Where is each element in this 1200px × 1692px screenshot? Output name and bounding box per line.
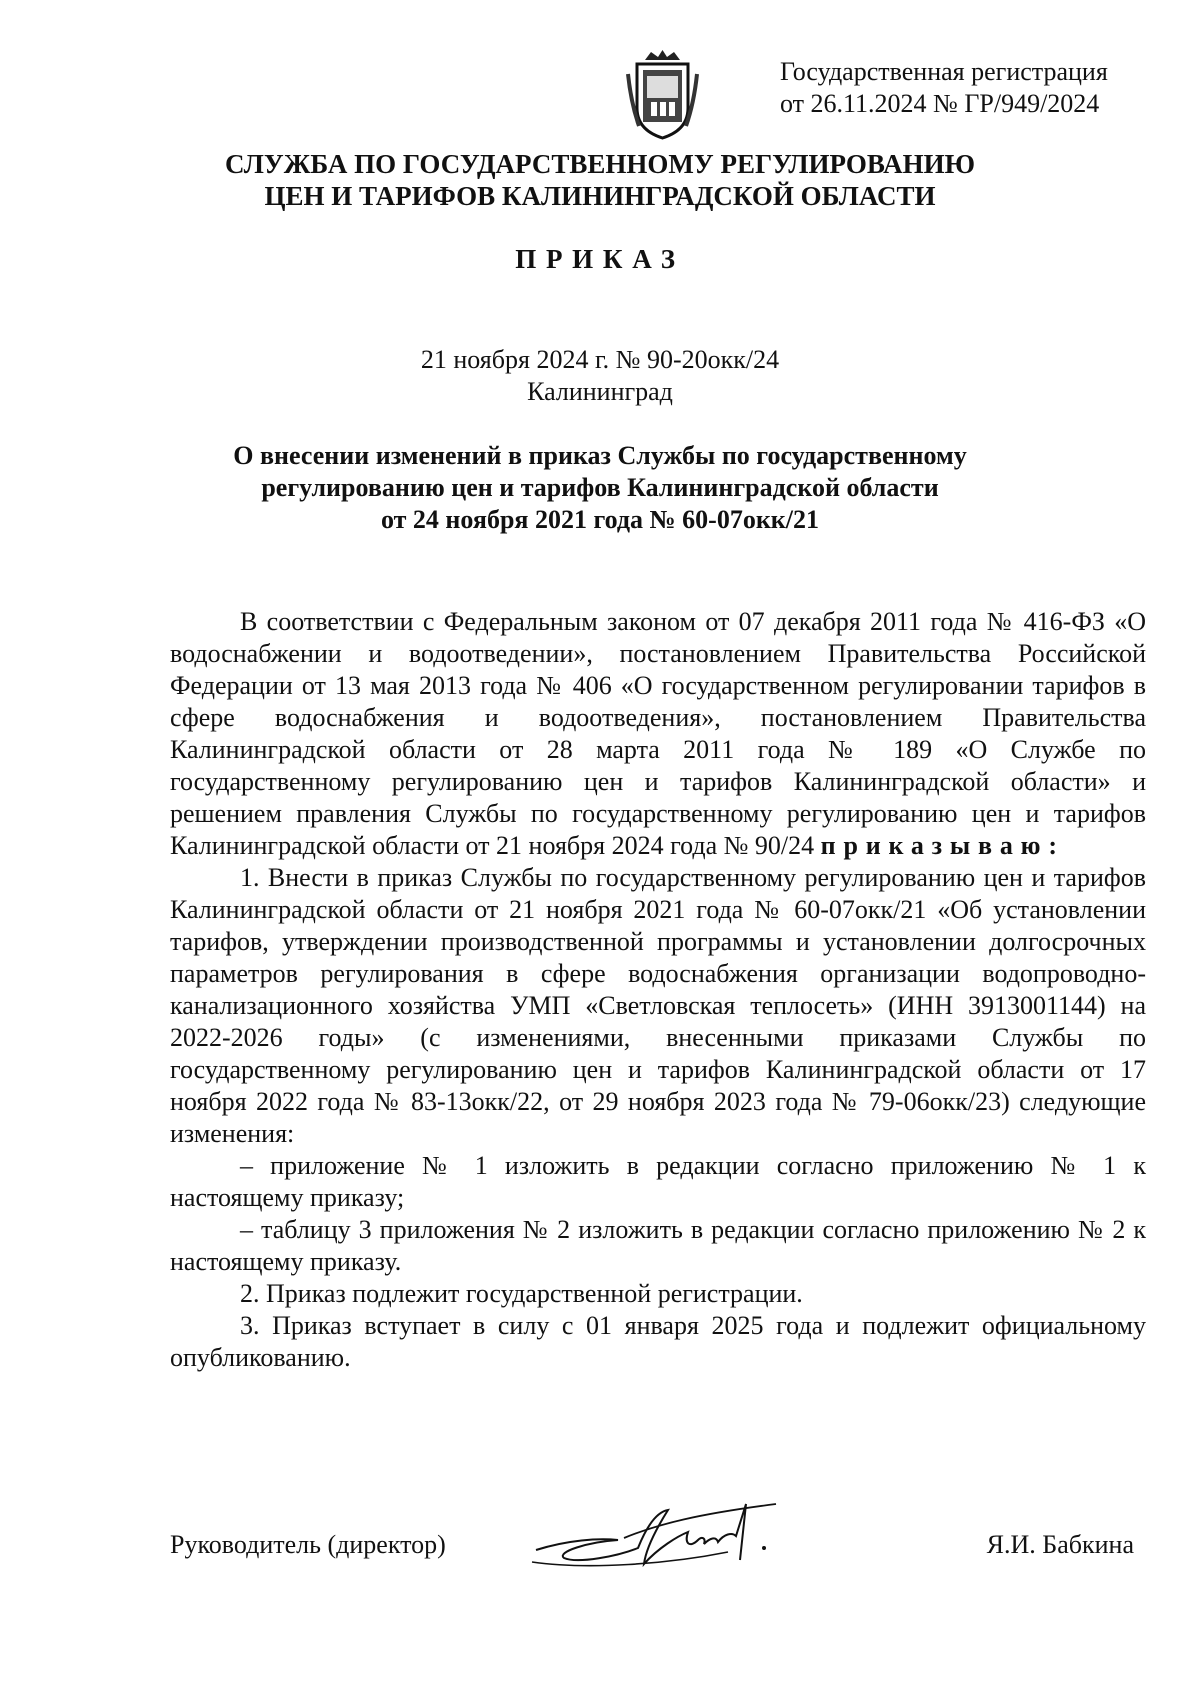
org-title-line-1: СЛУЖБА ПО ГОСУДАРСТВЕННОМУ РЕГУЛИРОВАНИЮ xyxy=(224,149,976,179)
subject-line-3: от 24 ноября 2021 года № 60-07окк/21 xyxy=(380,505,820,534)
coat-of-arms-icon xyxy=(625,48,700,141)
item-1-bullet-a: – приложение № 1 изложить в редакции согласно приложению № 1 к настоящему приказу; xyxy=(170,1151,1146,1212)
order-keyword: приказываю: xyxy=(820,831,1065,860)
registration-label: Государственная регистрация xyxy=(780,57,1108,86)
item-3: 3. Приказ вступает в силу с 01 января 2025 года и подлежит официальному опубликованию. xyxy=(170,1311,1146,1372)
registration-number: от 26.11.2024 № ГР/949/2024 xyxy=(780,89,1100,118)
item-1-bullet-b: – таблицу 3 приложения № 2 изложить в редакции согласно приложению № 2 к настоящему приказу. xyxy=(170,1215,1146,1276)
order-subject xyxy=(200,440,1000,536)
preamble-text: В соответствии с Федеральным законом от 07 декабря 2011 года № 416-ФЗ «О водоснабжении и водоотведении», постановлением Правительства Российской Федерации от 13 мая 2013 года № 406 «О государственном регулировании тарифов в сфере водоснабжения и водоотведения», постановлением Правительства Калининградской области от 28 марта 2011 года № 189 «О Службе по государственному регулированию цен и тарифов Калининградской области» и решением правления Службы по государственному регулированию цен и тарифов Калининградской области от 21 ноября 2024 года № 90/24 xyxy=(170,607,1146,860)
org-title-line-2: ЦЕН И ТАРИФОВ КАЛИНИНГРАДСКОЙ ОБЛАСТИ xyxy=(264,181,936,211)
organization-title xyxy=(150,148,1050,212)
preamble-paragraph xyxy=(170,606,1146,862)
document-type: ПРИКАЗ xyxy=(515,244,685,274)
signer-position: Руководитель (директор) xyxy=(170,1530,446,1559)
order-city: Калининград xyxy=(527,377,673,406)
order-date-number: 21 ноября 2024 г. № 90-20окк/24 xyxy=(420,345,780,374)
item-1: 1. Внести в приказ Службы по государственному регулированию цен и тарифов Калининградской области от 21 ноября 2021 года № 60-07окк/21 «Об установлении тарифов, утверждении производственной программы и установлении долгосрочных параметров регулирования в сфере водоснабжения организации водопроводно-канализационного хозяйства УМП «Светловская теплосеть» (ИНН 3913001144) на 2022-2026 годы» (с изменениями, внесенными приказами Службы по государственному регулированию цен и тарифов Калининградской области от 17 ноября 2022 года № 83-13окк/22, от 29 ноября 2023 года № 79-06окк/23) следующие изменения: xyxy=(170,863,1146,1148)
item-2: 2. Приказ подлежит государственной регистрации. xyxy=(240,1279,803,1308)
order-body xyxy=(170,606,1146,1374)
signer-name: Я.И. Бабкина xyxy=(986,1530,1134,1559)
registration-stamp xyxy=(780,56,1108,120)
subject-line-1: О внесении изменений в приказ Службы по государственному xyxy=(233,441,967,470)
subject-line-2: регулированию цен и тарифов Калининградской области xyxy=(261,473,939,502)
handwritten-signature xyxy=(528,1478,808,1588)
